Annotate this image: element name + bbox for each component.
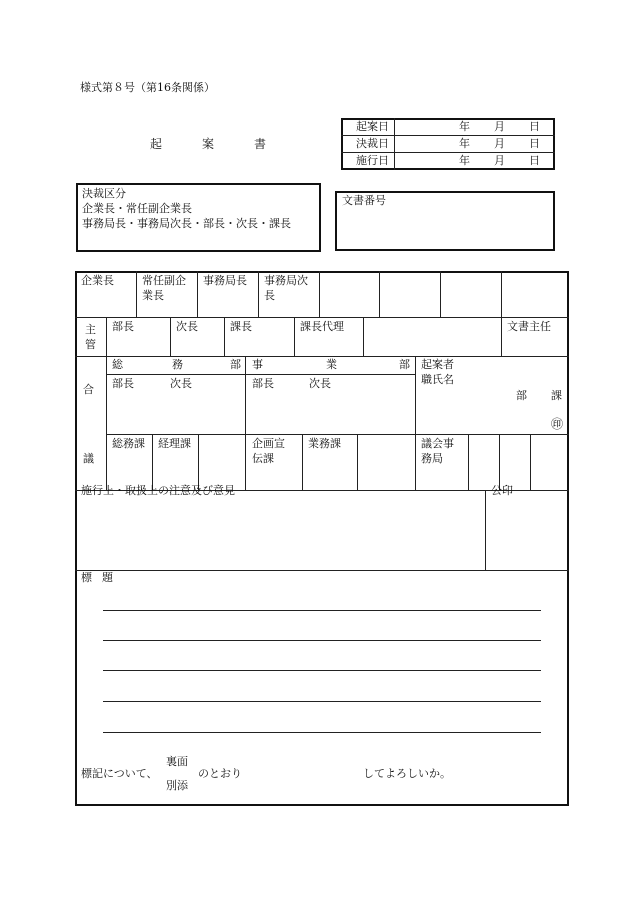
seal-icon: ㊞ xyxy=(551,417,564,431)
footer-middle: のとおり xyxy=(198,767,242,780)
month-label: 月 xyxy=(494,120,505,133)
decision-date-label: 決裁日 xyxy=(356,137,389,150)
supervisor-cell: 次長 xyxy=(176,320,198,333)
month-label: 月 xyxy=(494,154,505,167)
drafter-dept: 部 xyxy=(516,389,527,402)
footer-option-back: 裏面 xyxy=(166,755,188,768)
general-dept-char: 務 xyxy=(172,358,183,371)
drafter-label: 職氏名 xyxy=(421,373,454,386)
business-dept-char: 業 xyxy=(326,358,337,371)
subject-line[interactable] xyxy=(103,732,541,733)
doc-title-char: 書 xyxy=(254,137,267,151)
subject-label: 題 xyxy=(102,571,113,584)
approver-cell: 企業長 xyxy=(81,274,114,287)
day-label: 日 xyxy=(529,154,540,167)
consult-label: 議 xyxy=(83,452,94,465)
decision-category-line: 企業長・常任副企業長 xyxy=(82,202,192,215)
section-cell: 務局 xyxy=(421,452,443,465)
approver-cell: 事務局次 xyxy=(264,274,308,287)
section-cell: 企画宣 xyxy=(252,437,285,450)
decision-category-line: 事務局長・事務局次長・部長・次長・課長 xyxy=(82,217,291,230)
month-label: 月 xyxy=(494,137,505,150)
notes-label: 施行上・取扱上の注意及び意見 xyxy=(81,484,235,497)
section-cell: 伝課 xyxy=(252,452,274,465)
doc-title-char: 案 xyxy=(202,137,215,151)
drafter-label: 起案者 xyxy=(421,358,454,371)
section-cell: 経理課 xyxy=(158,437,191,450)
year-label: 年 xyxy=(459,120,470,133)
general-sub-cell: 次長 xyxy=(170,377,192,390)
enforce-date-label: 施行日 xyxy=(356,154,389,167)
subject-line[interactable] xyxy=(103,610,541,611)
footer-option-attached: 別添 xyxy=(166,779,188,792)
subject-line[interactable] xyxy=(103,640,541,641)
general-dept-char: 部 xyxy=(230,358,241,371)
section-cell: 総務課 xyxy=(112,437,145,450)
approver-cell: 事務局長 xyxy=(203,274,247,287)
subject-label: 標 xyxy=(81,571,92,584)
document-officer-cell: 文書主任 xyxy=(507,320,551,333)
supervisor-cell: 課長代理 xyxy=(300,320,344,333)
year-label: 年 xyxy=(459,154,470,167)
supervisor-label: 管 xyxy=(85,338,96,351)
doc-title-char: 起 xyxy=(150,137,163,151)
consult-label: 合 xyxy=(83,383,94,396)
approver-cell: 常任副企 xyxy=(142,274,186,287)
draft-date-label: 起案日 xyxy=(356,120,389,133)
footer-suffix: してよろしいか。 xyxy=(363,767,451,780)
official-seal-label: 公印 xyxy=(491,484,513,497)
subject-line[interactable] xyxy=(103,701,541,702)
supervisor-cell: 部長 xyxy=(112,320,134,333)
business-dept-char: 部 xyxy=(399,358,410,371)
day-label: 日 xyxy=(529,120,540,133)
general-sub-cell: 部長 xyxy=(112,377,134,390)
drafter-section: 課 xyxy=(551,389,562,402)
subject-line[interactable] xyxy=(103,670,541,671)
year-label: 年 xyxy=(459,137,470,150)
business-sub-cell: 部長 xyxy=(252,377,274,390)
decision-category-title: 決裁区分 xyxy=(82,187,126,200)
supervisor-label: 主 xyxy=(85,323,96,336)
day-label: 日 xyxy=(529,137,540,150)
general-dept-char: 総 xyxy=(112,358,123,371)
business-dept-char: 事 xyxy=(252,358,263,371)
business-sub-cell: 次長 xyxy=(309,377,331,390)
section-cell: 業務課 xyxy=(308,437,341,450)
doc-number-label: 文書番号 xyxy=(342,194,386,207)
main-form xyxy=(75,271,569,806)
approver-cell: 長 xyxy=(264,289,275,302)
footer-prefix: 標記について、 xyxy=(81,767,158,780)
supervisor-cell: 課長 xyxy=(230,320,252,333)
section-cell: 議会事 xyxy=(421,437,454,450)
form-number: 様式第８号（第16条関係） xyxy=(80,81,215,94)
approver-cell: 業長 xyxy=(142,289,164,302)
